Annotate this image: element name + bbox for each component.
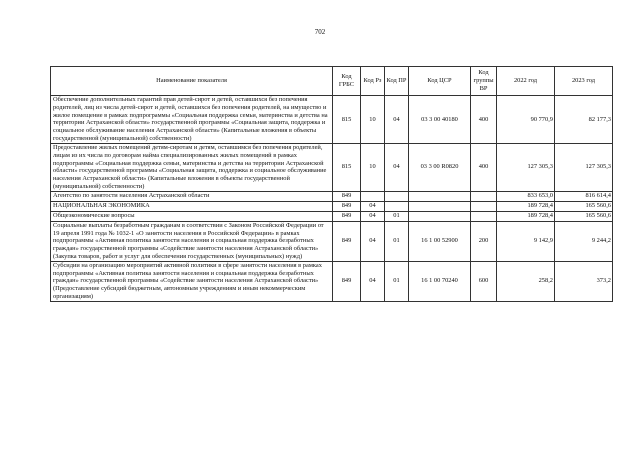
table-row	[51, 221, 613, 261]
header-name: Наименование показателя	[51, 67, 333, 96]
row-grbs: 849	[333, 221, 361, 261]
row-vr	[471, 191, 497, 201]
row-rz: 04	[361, 261, 385, 301]
row-rz: 10	[361, 96, 385, 144]
header-grbs: Код ГРБС	[333, 67, 361, 96]
row-2023: 165 560,6	[555, 201, 613, 211]
row-2023: 82 177,3	[555, 96, 613, 144]
row-2022: 127 305,3	[497, 143, 555, 191]
page-number: 702	[314, 28, 326, 36]
row-2023: 127 305,3	[555, 143, 613, 191]
header-csr: Код ЦСР	[409, 67, 471, 96]
row-pr: 04	[385, 96, 409, 144]
row-csr: 03 3 00 R0820	[409, 143, 471, 191]
row-grbs: 849	[333, 191, 361, 201]
row-name: Социальные выплаты безработным гражданам в соответствии с Законом Российской Федерации от 19 апреля 1991 года № 1032-1 «О занятости населения в Российской Федерации» в рамках подпрограммы «Активная политика занятости населения и социальная поддержка безработных граждан» государственной программы «Содействие занятости населения Астраханской области» (Закупка товаров, работ и услуг для обеспечения государственных (муниципальных) нужд)	[51, 221, 333, 261]
row-csr	[409, 191, 471, 201]
row-vr	[471, 201, 497, 211]
row-pr	[385, 201, 409, 211]
row-2023: 373,2	[555, 261, 613, 301]
row-pr	[385, 191, 409, 201]
row-name: Общеэкономические вопросы	[51, 211, 333, 221]
row-csr	[409, 211, 471, 221]
row-grbs: 815	[333, 143, 361, 191]
row-2022: 90 770,9	[497, 96, 555, 144]
row-vr: 200	[471, 221, 497, 261]
row-csr: 03 3 00 40180	[409, 96, 471, 144]
row-rz: 04	[361, 201, 385, 211]
row-2022: 189 728,4	[497, 211, 555, 221]
header-2022: 2022 год	[497, 67, 555, 96]
row-vr: 400	[471, 143, 497, 191]
row-2022: 9 142,9	[497, 221, 555, 261]
header-vr: Код группы ВР	[471, 67, 497, 96]
row-2023: 9 244,2	[555, 221, 613, 261]
row-name: Субсидии на организацию мероприятий активной политики в сфере занятости населения в рамках подпрограммы «Активная политика занятости населения и социальная поддержка безработных граждан» государственной программы «Содействие занятости населения Астраханской области» (Предоставление субсидий бюджетным, автономным учреждениям и иным некоммерческим организациям)	[51, 261, 333, 301]
row-grbs: 849	[333, 261, 361, 301]
row-2022: 833 653,0	[497, 191, 555, 201]
row-rz: 04	[361, 211, 385, 221]
row-pr: 04	[385, 143, 409, 191]
table-row	[51, 261, 613, 301]
row-2023: 165 560,6	[555, 211, 613, 221]
table-row	[51, 211, 613, 221]
header-pr: Код ПР	[385, 67, 409, 96]
row-name: Обеспечение дополнительных гарантий прав детей-сирот и детей, оставшихся без попечения родителей, лиц из числа детей-сирот и детей, оставшихся без попечения родителей, на имущество и жилое помещение в рамках подпрограммы «Социальная поддержка семьи, материнства и детства на территории Астраханской области» государственной программы «Социальная защита, поддержка и социальное обслуживание населения Астраханской области» (Капитальные вложения в объекты государственной (муниципальной) собственности)	[51, 96, 333, 144]
row-grbs: 849	[333, 211, 361, 221]
row-grbs: 815	[333, 96, 361, 144]
row-csr	[409, 201, 471, 211]
row-name: НАЦИОНАЛЬНАЯ ЭКОНОМИКА	[51, 201, 333, 211]
row-vr: 400	[471, 96, 497, 144]
row-vr	[471, 211, 497, 221]
row-rz	[361, 191, 385, 201]
row-vr: 600	[471, 261, 497, 301]
row-rz: 04	[361, 221, 385, 261]
table-row	[51, 143, 613, 191]
row-2023: 816 614,4	[555, 191, 613, 201]
row-rz: 10	[361, 143, 385, 191]
budget-table	[50, 66, 613, 302]
table-row	[51, 191, 613, 201]
table-header-row	[51, 67, 613, 96]
row-csr: 16 1 00 70240	[409, 261, 471, 301]
row-name: Агентство по занятости населения Астраханской области	[51, 191, 333, 201]
row-name: Предоставление жилых помещений детям-сиротам и детям, оставшимся без попечения родителей, лицам из их числа по договорам найма специализированных жилых помещений в рамках подпрограммы «Социальная поддержка семьи, материнства и детства на территории Астраханской области» государственной программы «Социальная защита, поддержка и социальное обслуживание населения Астраханской области» (Капитальные вложения в объекты государственной (муниципальной) собственности)	[51, 143, 333, 191]
header-rz: Код Рз	[361, 67, 385, 96]
row-2022: 189 728,4	[497, 201, 555, 211]
row-2022: 258,2	[497, 261, 555, 301]
row-pr: 01	[385, 211, 409, 221]
row-grbs: 849	[333, 201, 361, 211]
table-row	[51, 201, 613, 211]
row-csr: 16 1 00 52900	[409, 221, 471, 261]
row-pr: 01	[385, 221, 409, 261]
header-2023: 2023 год	[555, 67, 613, 96]
row-pr: 01	[385, 261, 409, 301]
table-row	[51, 96, 613, 144]
